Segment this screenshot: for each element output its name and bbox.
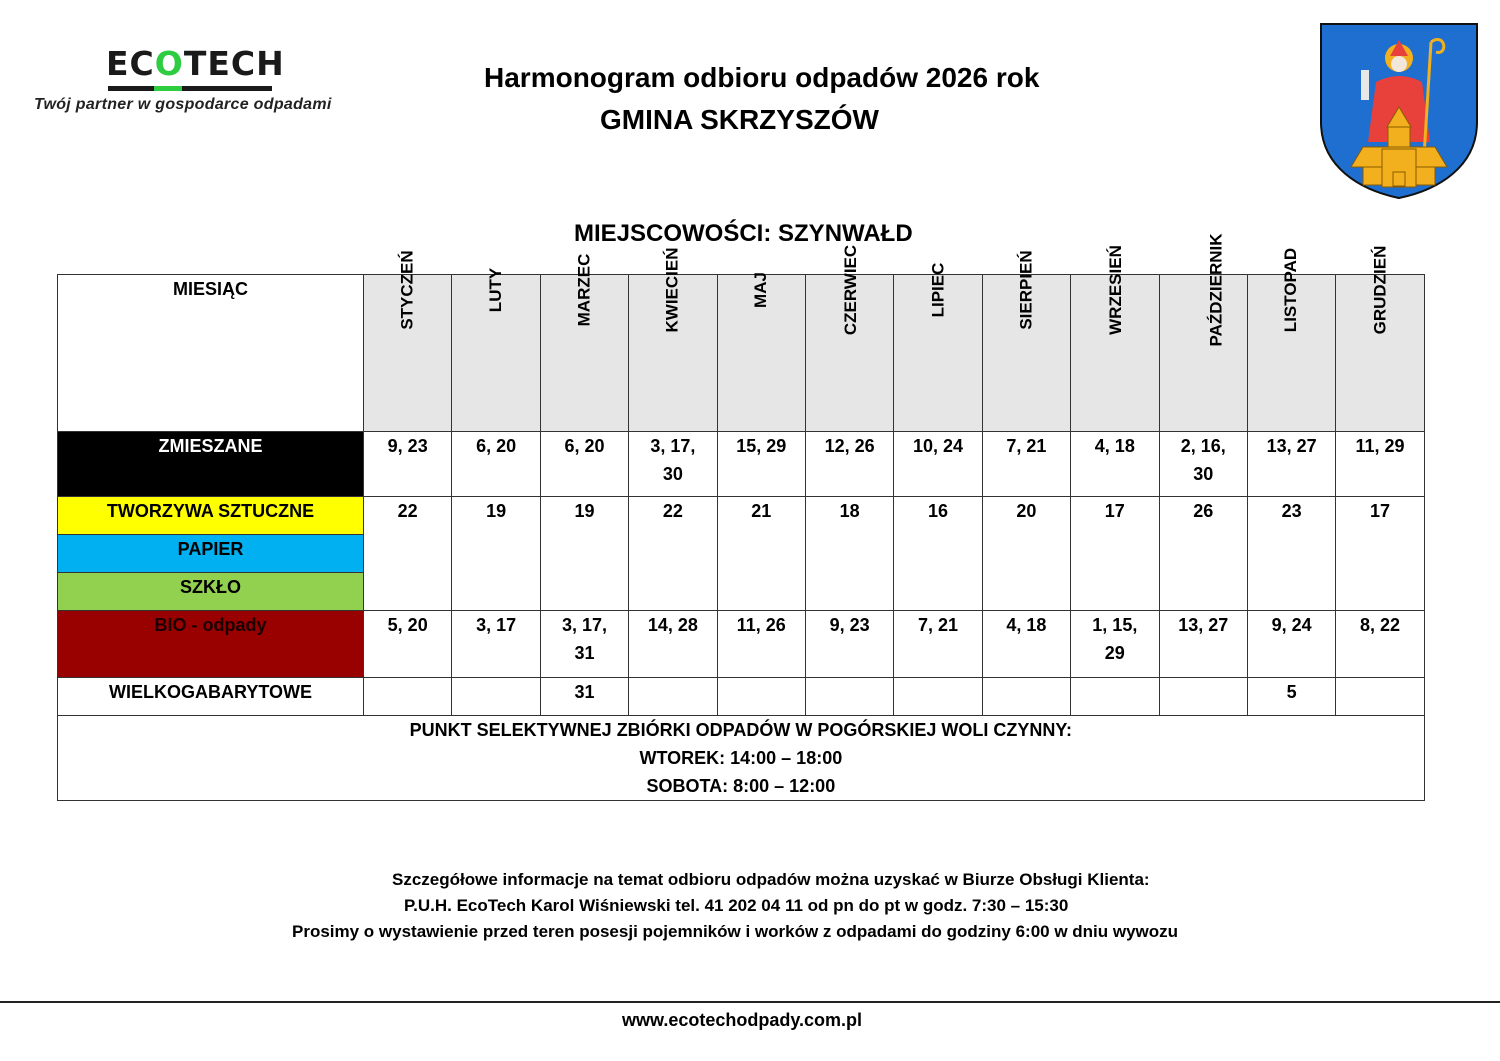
logo-underline-accent xyxy=(154,86,182,91)
month-header xyxy=(894,262,982,432)
month-header xyxy=(982,250,1070,432)
date-cell xyxy=(1159,432,1247,497)
pszok-hours-tuesday: WTOREK: 14:00 – 18:00 xyxy=(639,748,843,768)
month-header xyxy=(364,250,452,432)
date-cell xyxy=(452,678,540,716)
month-label: GRUDZIEŃ xyxy=(1370,245,1390,335)
municipality-title: GMINA SKRZYSZÓW xyxy=(600,104,879,135)
date-line: 30 xyxy=(662,464,683,484)
date-line: 1, 15, xyxy=(1092,615,1138,635)
table-row-zmieszane xyxy=(58,432,1425,497)
month-header-row xyxy=(58,275,1425,432)
date-cell: 8, 22 xyxy=(1336,611,1424,678)
date-cell: 13, 27 xyxy=(1159,611,1247,678)
ecotech-logo xyxy=(30,40,350,120)
month-label: MARZEC xyxy=(574,253,594,327)
month-header xyxy=(1071,245,1159,432)
date-cell xyxy=(1071,611,1159,678)
logo-text-tech: TECH xyxy=(183,44,285,83)
waste-type-zmieszane: ZMIESZANE xyxy=(58,432,364,497)
date-line: 30 xyxy=(1193,464,1214,484)
waste-type-szklo: SZKŁO xyxy=(58,573,364,611)
date-cell: 7, 21 xyxy=(982,432,1070,497)
date-cell: 31 xyxy=(540,678,628,716)
table-row-pszok-info xyxy=(58,716,1425,801)
locality-heading: MIEJSCOWOŚCI: SZYNWAŁD xyxy=(574,220,913,247)
date-line: 2, 16, xyxy=(1180,436,1226,456)
footer-divider xyxy=(0,1001,1500,1003)
date-cell: 6, 20 xyxy=(540,432,628,497)
waste-type-tworzywa-sztuczne: TWORZYWA SZTUCZNE xyxy=(58,497,364,535)
date-cell: 22 xyxy=(364,497,452,611)
date-cell: 4, 18 xyxy=(982,611,1070,678)
date-cell: 15, 29 xyxy=(717,432,805,497)
date-cell: 13, 27 xyxy=(1247,432,1335,497)
date-cell: 22 xyxy=(629,497,717,611)
date-cell: 9, 23 xyxy=(805,611,893,678)
month-header xyxy=(805,244,893,432)
logo-text-ec: EC xyxy=(106,44,155,83)
month-header xyxy=(629,247,717,432)
month-header xyxy=(452,267,540,432)
date-cell xyxy=(717,678,805,716)
month-header xyxy=(540,253,628,432)
waste-type-wielkogabarytowe: WIELKOGABARYTOWE xyxy=(58,678,364,716)
date-line: 29 xyxy=(1104,643,1125,663)
pszok-heading: PUNKT SELEKTYWNEJ ZBIÓRKI ODPADÓW W POGÓRSKIEJ WOLI CZYNNY: xyxy=(409,720,1073,740)
date-cell xyxy=(805,678,893,716)
date-cell xyxy=(1159,678,1247,716)
date-cell xyxy=(629,678,717,716)
date-cell xyxy=(982,678,1070,716)
pszok-info-cell xyxy=(58,716,1425,801)
date-cell: 6, 20 xyxy=(452,432,540,497)
website-link[interactable]: www.ecotechodpady.com.pl xyxy=(622,1010,863,1030)
table-row-wielkogabarytowe xyxy=(58,678,1425,716)
month-label: LISTOPAD xyxy=(1281,247,1301,333)
date-cell: 20 xyxy=(982,497,1070,611)
date-cell: 23 xyxy=(1247,497,1335,611)
date-cell xyxy=(364,678,452,716)
date-cell xyxy=(1336,678,1424,716)
date-cell: 17 xyxy=(1336,497,1424,611)
logo-text-o: O xyxy=(154,44,184,83)
date-cell: 19 xyxy=(452,497,540,611)
waste-type-papier: PAPIER xyxy=(58,535,364,573)
month-label: WRZESIEŃ xyxy=(1105,245,1125,335)
date-cell: 14, 28 xyxy=(629,611,717,678)
month-label: MAJ xyxy=(751,272,771,308)
date-cell: 11, 26 xyxy=(717,611,805,678)
month-header xyxy=(717,272,805,432)
date-cell: 18 xyxy=(805,497,893,611)
date-cell: 4, 18 xyxy=(1071,432,1159,497)
month-label: CZERWIEC xyxy=(841,244,861,336)
date-line: 3, 17, xyxy=(650,436,696,456)
month-column-label: MIESIĄC xyxy=(58,275,364,432)
date-cell: 3, 17 xyxy=(452,611,540,678)
month-label: STYCZEŃ xyxy=(397,250,417,330)
date-cell: 11, 29 xyxy=(1336,432,1424,497)
date-line: 31 xyxy=(574,643,595,663)
date-line: 3, 17, xyxy=(561,615,607,635)
date-cell xyxy=(894,678,982,716)
logo-underline xyxy=(108,86,272,91)
date-cell xyxy=(629,432,717,497)
pszok-hours-saturday: SOBOTA: 8:00 – 12:00 xyxy=(646,776,836,796)
footer-info-line: Szczegółowe informacje na temat odbioru odpadów można uzyskać w Biurze Obsługi Klienta: xyxy=(392,870,1150,889)
date-cell: 16 xyxy=(894,497,982,611)
date-cell: 21 xyxy=(717,497,805,611)
month-label: KWIECIEŃ xyxy=(662,247,682,333)
table-row-tworzywa xyxy=(58,497,1425,535)
date-cell: 26 xyxy=(1159,497,1247,611)
month-label: PAŹDZIERNIK xyxy=(1206,233,1226,347)
date-cell: 9, 24 xyxy=(1247,611,1335,678)
month-label: SIERPIEŃ xyxy=(1016,250,1036,330)
date-cell: 9, 23 xyxy=(364,432,452,497)
month-header xyxy=(1336,245,1424,432)
logo-tagline: Twój partner w gospodarce odpadami xyxy=(34,96,332,113)
date-cell xyxy=(540,611,628,678)
date-cell: 5 xyxy=(1247,678,1335,716)
date-cell: 7, 21 xyxy=(894,611,982,678)
date-cell: 10, 24 xyxy=(894,432,982,497)
date-cell: 17 xyxy=(1071,497,1159,611)
month-header xyxy=(1159,233,1247,432)
waste-type-bio: BIO - odpady xyxy=(58,611,364,678)
logo-wordmark xyxy=(106,44,285,83)
footer-contact-line: P.U.H. EcoTech Karol Wiśniewski tel. 41 202 04 11 od pn do pt w godz. 7:30 – 15:30 xyxy=(404,896,1069,915)
month-label: LUTY xyxy=(486,267,506,313)
date-cell: 19 xyxy=(540,497,628,611)
document-title: Harmonogram odbioru odpadów 2026 rok xyxy=(484,62,1040,93)
coat-of-arms-icon xyxy=(1318,22,1480,200)
date-cell: 5, 20 xyxy=(364,611,452,678)
footer-notice-line: Prosimy o wystawienie przed teren posesji pojemników i worków z odpadami do godziny 6:00 w dniu wywozu xyxy=(292,922,1179,941)
table-row-bio xyxy=(58,611,1425,678)
date-cell xyxy=(1071,678,1159,716)
date-cell: 12, 26 xyxy=(805,432,893,497)
month-header xyxy=(1247,247,1335,432)
month-label: LIPIEC xyxy=(928,262,948,318)
